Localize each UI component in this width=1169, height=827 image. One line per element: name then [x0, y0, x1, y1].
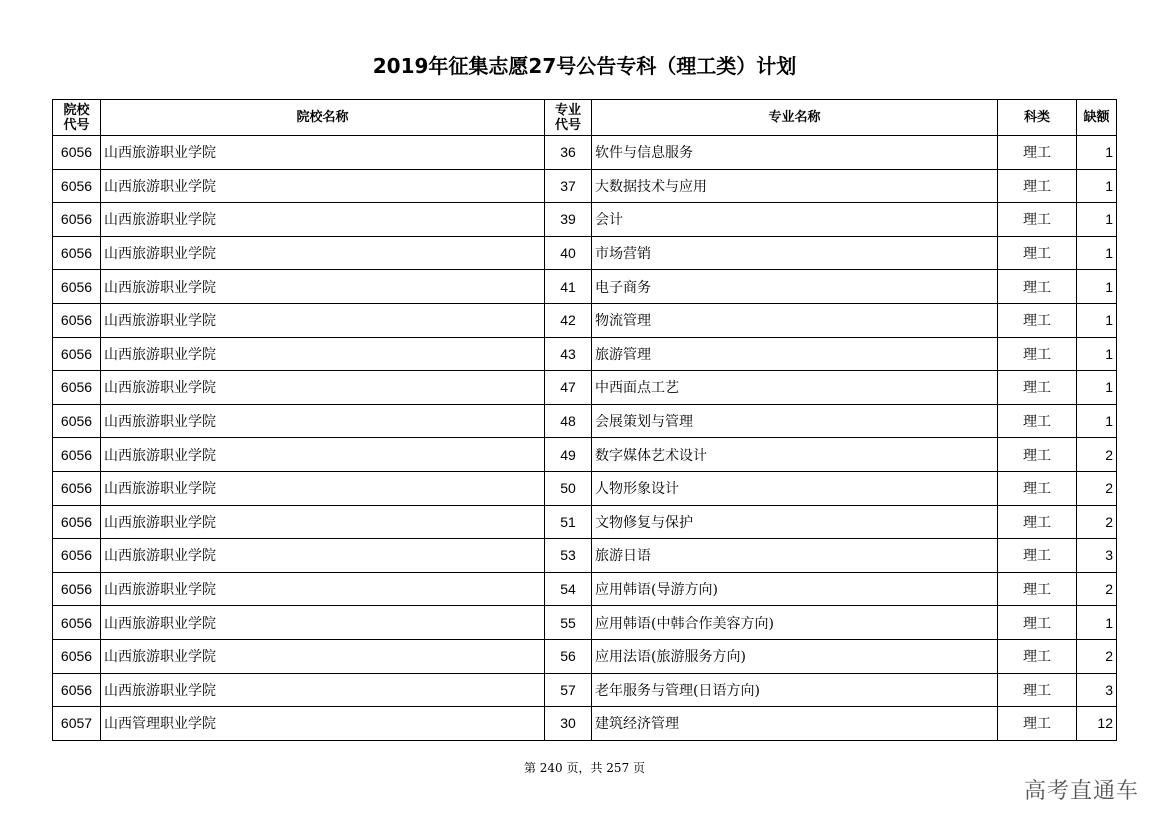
cell-school-code: 6056 [53, 371, 101, 405]
cell-major-code: 50 [545, 471, 592, 505]
cell-vacancies: 1 [1077, 236, 1117, 270]
cell-school-code: 6056 [53, 337, 101, 371]
cell-category: 理工 [998, 471, 1077, 505]
cell-school-name: 山西旅游职业学院 [101, 572, 545, 606]
cell-school-code: 6056 [53, 471, 101, 505]
cell-major-name: 人物形象设计 [592, 471, 998, 505]
cell-major-name: 文物修复与保护 [592, 505, 998, 539]
cell-vacancies: 2 [1077, 438, 1117, 472]
table-row [53, 707, 1117, 741]
cell-category: 理工 [998, 236, 1077, 270]
cell-school-code: 6056 [53, 303, 101, 337]
cell-major-code: 54 [545, 572, 592, 606]
cell-vacancies: 3 [1077, 539, 1117, 573]
cell-category: 理工 [998, 404, 1077, 438]
cell-major-name: 会计 [592, 203, 998, 237]
header-major-name: 专业名称 [592, 100, 998, 136]
cell-category: 理工 [998, 270, 1077, 304]
cell-school-code: 6056 [53, 505, 101, 539]
cell-category: 理工 [998, 303, 1077, 337]
cell-vacancies: 1 [1077, 404, 1117, 438]
cell-school-name: 山西旅游职业学院 [101, 505, 545, 539]
page-title: 2019年征集志愿27号公告专科（理工类）计划 [372, 54, 797, 78]
cell-school-name: 山西旅游职业学院 [101, 236, 545, 270]
cell-category: 理工 [998, 136, 1077, 170]
cell-school-code: 6056 [53, 203, 101, 237]
cell-major-name: 应用韩语(导游方向) [592, 572, 998, 606]
cell-school-name: 山西旅游职业学院 [101, 606, 545, 640]
cell-school-code: 6056 [53, 236, 101, 270]
cell-major-code: 51 [545, 505, 592, 539]
header-school-code: 院校代号 [53, 100, 101, 136]
table-row [53, 572, 1117, 606]
table-row [53, 673, 1117, 707]
cell-category: 理工 [998, 203, 1077, 237]
cell-major-code: 40 [545, 236, 592, 270]
cell-major-code: 37 [545, 169, 592, 203]
cell-major-code: 57 [545, 673, 592, 707]
cell-school-name: 山西旅游职业学院 [101, 203, 545, 237]
cell-category: 理工 [998, 606, 1077, 640]
page-footer: 第 240 页，共 257 页 [523, 761, 646, 775]
cell-major-name: 中西面点工艺 [592, 371, 998, 405]
table-row [53, 539, 1117, 573]
table-row [53, 606, 1117, 640]
cell-major-code: 39 [545, 203, 592, 237]
cell-school-name: 山西旅游职业学院 [101, 673, 545, 707]
table-row [53, 303, 1117, 337]
cell-major-name: 市场营销 [592, 236, 998, 270]
cell-major-code: 42 [545, 303, 592, 337]
table-row [53, 438, 1117, 472]
table-row [53, 337, 1117, 371]
cell-major-name: 电子商务 [592, 270, 998, 304]
cell-major-code: 55 [545, 606, 592, 640]
cell-school-code: 6057 [53, 707, 101, 741]
cell-school-code: 6056 [53, 572, 101, 606]
cell-school-code: 6056 [53, 639, 101, 673]
cell-major-name: 软件与信息服务 [592, 136, 998, 170]
cell-major-name: 应用韩语(中韩合作美容方向) [592, 606, 998, 640]
cell-major-code: 53 [545, 539, 592, 573]
cell-school-name: 山西旅游职业学院 [101, 169, 545, 203]
cell-vacancies: 1 [1077, 303, 1117, 337]
cell-major-code: 43 [545, 337, 592, 371]
cell-major-code: 30 [545, 707, 592, 741]
cell-major-name: 旅游日语 [592, 539, 998, 573]
cell-vacancies: 2 [1077, 572, 1117, 606]
cell-vacancies: 1 [1077, 203, 1117, 237]
cell-school-code: 6056 [53, 270, 101, 304]
header-major-code: 专业代号 [545, 100, 592, 136]
cell-category: 理工 [998, 707, 1077, 741]
enrollment-plan-table [52, 99, 1117, 741]
cell-vacancies: 1 [1077, 371, 1117, 405]
table-row [53, 639, 1117, 673]
cell-school-name: 山西旅游职业学院 [101, 337, 545, 371]
table-row [53, 505, 1117, 539]
cell-school-name: 山西旅游职业学院 [101, 303, 545, 337]
cell-major-code: 48 [545, 404, 592, 438]
cell-vacancies: 1 [1077, 606, 1117, 640]
cell-school-name: 山西旅游职业学院 [101, 539, 545, 573]
cell-vacancies: 12 [1077, 707, 1117, 741]
cell-school-name: 山西旅游职业学院 [101, 404, 545, 438]
cell-vacancies: 1 [1077, 337, 1117, 371]
cell-major-code: 47 [545, 371, 592, 405]
cell-major-code: 41 [545, 270, 592, 304]
cell-school-name: 山西旅游职业学院 [101, 639, 545, 673]
cell-major-name: 老年服务与管理(日语方向) [592, 673, 998, 707]
cell-category: 理工 [998, 673, 1077, 707]
table-row [53, 203, 1117, 237]
cell-category: 理工 [998, 371, 1077, 405]
table-row [53, 270, 1117, 304]
cell-vacancies: 2 [1077, 471, 1117, 505]
cell-school-code: 6056 [53, 606, 101, 640]
table-row [53, 404, 1117, 438]
cell-major-name: 大数据技术与应用 [592, 169, 998, 203]
cell-vacancies: 1 [1077, 136, 1117, 170]
cell-major-code: 56 [545, 639, 592, 673]
cell-category: 理工 [998, 505, 1077, 539]
header-category: 科类 [998, 100, 1077, 136]
cell-category: 理工 [998, 337, 1077, 371]
cell-school-name: 山西旅游职业学院 [101, 270, 545, 304]
table-row [53, 236, 1117, 270]
cell-major-code: 49 [545, 438, 592, 472]
cell-major-name: 旅游管理 [592, 337, 998, 371]
cell-major-name: 会展策划与管理 [592, 404, 998, 438]
table-header-row [53, 100, 1117, 136]
cell-school-code: 6056 [53, 438, 101, 472]
cell-vacancies: 3 [1077, 673, 1117, 707]
cell-category: 理工 [998, 639, 1077, 673]
cell-major-name: 建筑经济管理 [592, 707, 998, 741]
cell-school-name: 山西旅游职业学院 [101, 371, 545, 405]
table-row [53, 471, 1117, 505]
cell-vacancies: 1 [1077, 169, 1117, 203]
cell-major-name: 应用法语(旅游服务方向) [592, 639, 998, 673]
cell-school-name: 山西旅游职业学院 [101, 438, 545, 472]
table-row [53, 136, 1117, 170]
cell-school-code: 6056 [53, 136, 101, 170]
cell-school-code: 6056 [53, 404, 101, 438]
table-row [53, 371, 1117, 405]
cell-school-code: 6056 [53, 673, 101, 707]
cell-school-name: 山西管理职业学院 [101, 707, 545, 741]
cell-school-code: 6056 [53, 169, 101, 203]
cell-category: 理工 [998, 572, 1077, 606]
cell-school-name: 山西旅游职业学院 [101, 471, 545, 505]
cell-category: 理工 [998, 169, 1077, 203]
cell-category: 理工 [998, 438, 1077, 472]
cell-major-code: 36 [545, 136, 592, 170]
cell-vacancies: 1 [1077, 270, 1117, 304]
cell-school-code: 6056 [53, 539, 101, 573]
cell-category: 理工 [998, 539, 1077, 573]
cell-major-name: 物流管理 [592, 303, 998, 337]
watermark: 高考直通车 [1023, 779, 1139, 804]
cell-vacancies: 2 [1077, 639, 1117, 673]
header-school-name: 院校名称 [101, 100, 545, 136]
cell-school-name: 山西旅游职业学院 [101, 136, 545, 170]
cell-vacancies: 2 [1077, 505, 1117, 539]
header-vacancies: 缺额 [1077, 100, 1117, 136]
cell-major-name: 数字媒体艺术设计 [592, 438, 998, 472]
table-row [53, 169, 1117, 203]
